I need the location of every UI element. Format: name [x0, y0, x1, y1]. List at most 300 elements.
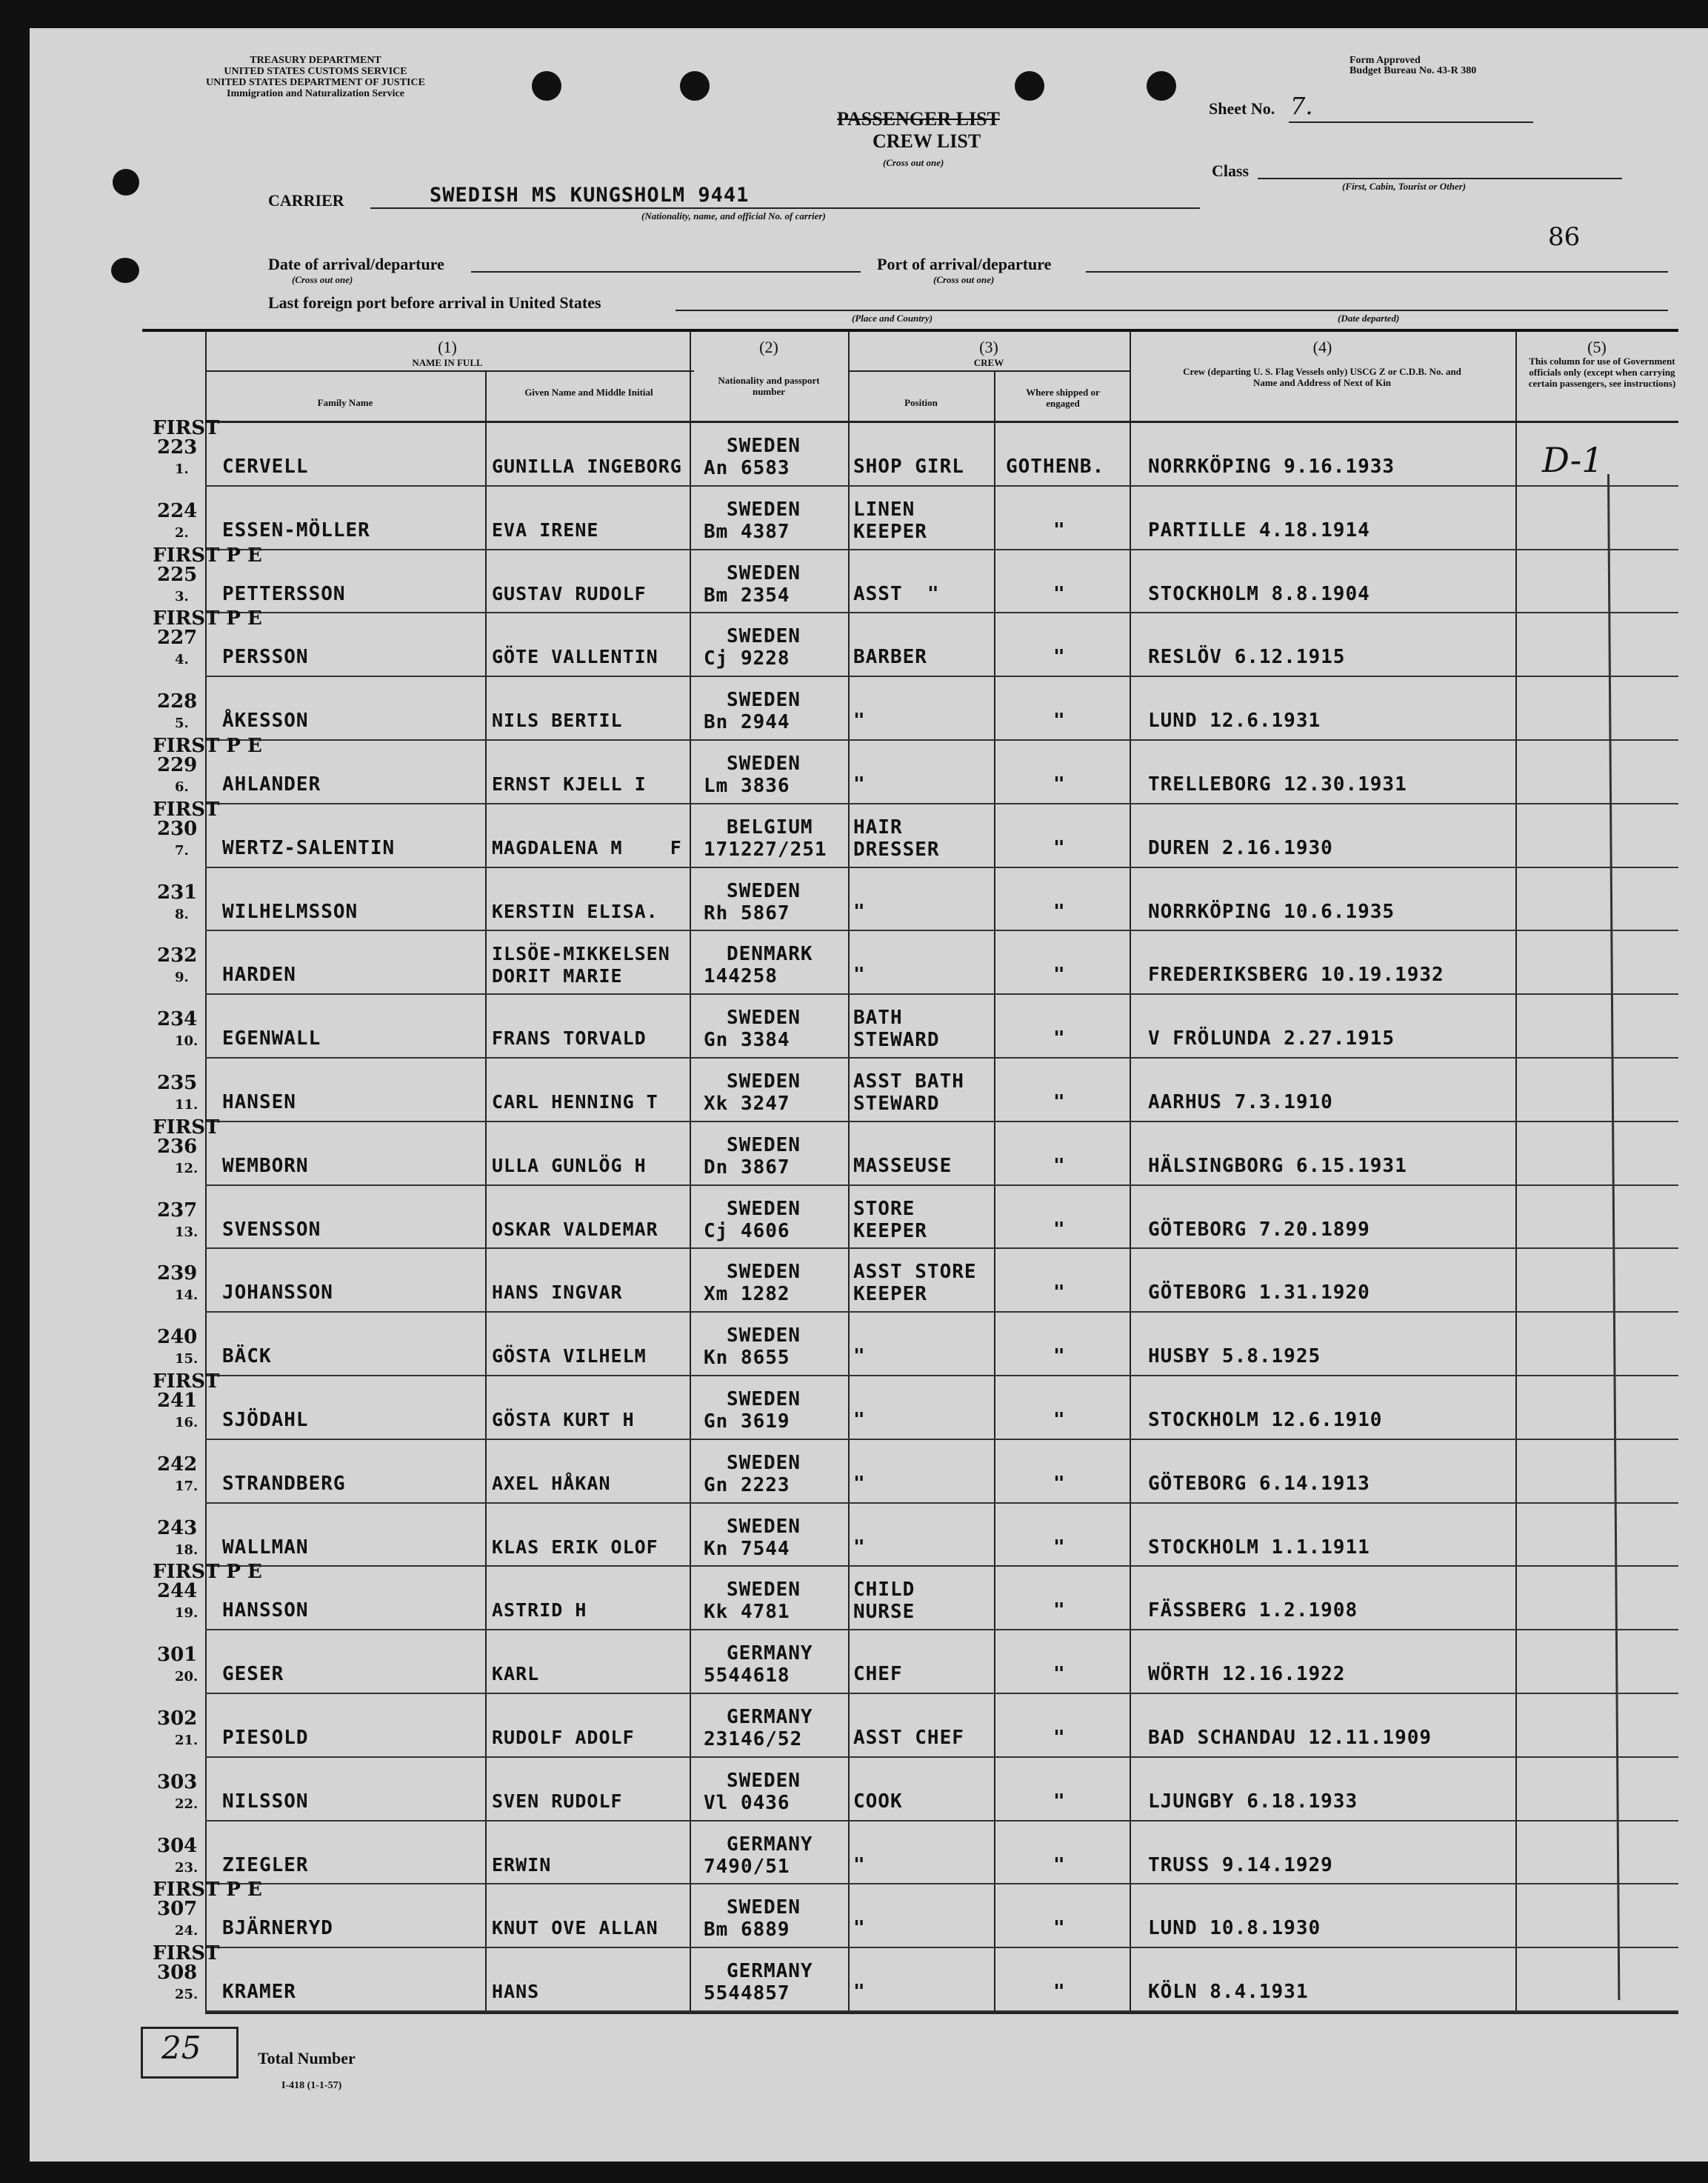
family-name: ÅKESSON [222, 710, 309, 733]
family-name: KRAMER [222, 1981, 296, 2004]
crew-seq-number: 235 [157, 1072, 198, 1094]
passport-number: An 6583 [704, 457, 790, 479]
row-divider [205, 1693, 1678, 1694]
line-number: 16. [175, 1415, 199, 1430]
row-divider [205, 1883, 1678, 1884]
row-divider [205, 549, 1678, 550]
crew-position: BARBER [853, 646, 927, 669]
crew-position: " [853, 710, 866, 733]
given-name: GUSTAV RUDOLF [492, 582, 647, 604]
passport-number: Vl 0436 [704, 1791, 790, 1814]
class-label: Class [1212, 161, 1250, 180]
next-of-kin: AARHUS 7.3.1910 [1148, 1091, 1333, 1113]
given-name: KERSTIN ELISA. [492, 900, 658, 922]
line-number: 19. [175, 1605, 199, 1622]
col2-title: Nationality and passport number [718, 375, 820, 397]
given-name: ASTRID H [492, 1599, 587, 1622]
next-of-kin: STOCKHOLM 8.8.1904 [1148, 582, 1370, 605]
nationality: SWEDEN [727, 1070, 801, 1093]
family-name: PERSSON [222, 646, 309, 669]
shipped-engaged: " [1053, 1727, 1066, 1749]
crew-seq-number: 230 [157, 817, 198, 840]
shipped-engaged: " [1053, 646, 1066, 669]
given-name: FRANS TORVALD [492, 1027, 647, 1050]
nationality: GERMANY [727, 1706, 813, 1728]
family-name: BÄCK [222, 1345, 272, 1368]
nationality: SWEDEN [727, 1515, 801, 1538]
nationality: SWEDEN [727, 1133, 801, 1156]
line-number: 17. [175, 1478, 199, 1494]
row-divider [205, 1756, 1678, 1758]
sheet-number: 7. [1290, 92, 1313, 120]
crew-seq-number: 229 [157, 754, 198, 776]
shipped-engaged: " [1053, 1599, 1066, 1622]
agency-line: UNITED STATES CUSTOMS SERVICE [224, 66, 407, 77]
next-of-kin: STOCKHOLM 12.6.1910 [1148, 1409, 1383, 1431]
col5-number: (5) [1587, 338, 1607, 356]
crew-status: FIRST [153, 1370, 220, 1393]
place-caption: (Place and Country) [852, 313, 933, 324]
family-name: PETTERSSON [222, 582, 346, 605]
crew-seq-number: 234 [157, 1008, 198, 1031]
last-port-label: Last foreign port before arrival in United States [268, 293, 601, 312]
family-name: HARDEN [222, 964, 296, 987]
next-of-kin: BAD SCHANDAU 12.11.1909 [1148, 1727, 1432, 1749]
passport-number: Kn 8655 [704, 1347, 790, 1370]
punch-hole [113, 169, 139, 196]
given-name: EVA IRENE [492, 519, 599, 541]
given-name: KLAS ERIK OLOF [492, 1536, 658, 1558]
family-name: WEMBORN [222, 1154, 309, 1177]
shipped-engaged: " [1053, 582, 1066, 605]
crew-position: BATH STEWARD [853, 1007, 940, 1052]
row-divider [205, 1565, 1678, 1567]
shipped-engaged: " [1053, 1472, 1066, 1495]
col4-number: (4) [1312, 338, 1332, 356]
next-of-kin: FÄSSBERG 1.2.1908 [1148, 1599, 1358, 1622]
crew-position: " [853, 1472, 866, 1495]
shipped-engaged: " [1053, 1409, 1066, 1431]
next-of-kin: NORRKÖPING 10.6.1935 [1148, 900, 1395, 923]
crew-seq-number: 227 [157, 627, 198, 650]
crew-seq-number: 236 [157, 1135, 198, 1158]
passport-number: Bn 2944 [704, 711, 790, 734]
given-name: HANS [492, 1981, 540, 2003]
crew-seq-number: 224 [157, 499, 198, 522]
passport-number: Gn 3619 [704, 1410, 790, 1433]
nationality: SWEDEN [727, 1579, 801, 1602]
given-name: SVEN RUDOLF [492, 1790, 623, 1812]
shipped-engaged: " [1053, 1091, 1066, 1113]
crew-position: CHILD NURSE [853, 1579, 915, 1624]
crew-position: COOK [853, 1790, 903, 1813]
crew-seq-number: 240 [157, 1326, 198, 1349]
family-name: BJÄRNERYD [222, 1917, 333, 1940]
col5-title: This column for use of Government officials only (except when carrying certain passengers, see instructions) [1528, 356, 1676, 389]
title-struck: PASSENGER LIST [837, 108, 1000, 130]
budget-bureau: Budget Bureau No. 43-R 380 [1350, 65, 1477, 76]
crew-position: " [853, 1981, 866, 2004]
family-name: HANSEN [222, 1091, 296, 1113]
col1-title: NAME IN FULL [412, 357, 483, 368]
next-of-kin: RESLÖV 6.12.1915 [1148, 646, 1346, 669]
nationality: SWEDEN [727, 625, 801, 648]
date-caption: (Cross out one) [292, 274, 353, 285]
shipped-engaged: " [1053, 1027, 1066, 1050]
col3-position-header: Position [904, 397, 938, 408]
passport-number: Gn 3384 [704, 1029, 790, 1052]
given-name: NILS BERTIL [492, 710, 623, 732]
crew-seq-number: 228 [157, 690, 198, 713]
row-divider [205, 993, 1678, 995]
line-number: 2. [175, 524, 189, 541]
agency-line: UNITED STATES DEPARTMENT OF JUSTICE [206, 77, 425, 88]
nationality: SWEDEN [727, 1769, 801, 1792]
punch-hole [532, 71, 561, 101]
crew-seq-number: 302 [157, 1707, 198, 1730]
row-divider [205, 1502, 1678, 1504]
line-number: 24. [175, 1923, 199, 1939]
line-number: 1. [175, 461, 189, 477]
family-name: ESSEN-MÖLLER [222, 519, 370, 541]
passport-number: Kn 7544 [704, 1537, 790, 1560]
nationality: SWEDEN [727, 435, 801, 457]
line-number: 6. [175, 779, 189, 795]
next-of-kin: FREDERIKSBERG 10.19.1932 [1148, 964, 1444, 987]
nationality: GERMANY [727, 1642, 813, 1665]
crew-position: " [853, 1917, 866, 1940]
next-of-kin: HÄLSINGBORG 6.15.1931 [1148, 1154, 1407, 1177]
next-of-kin: TRUSS 9.14.1929 [1148, 1853, 1333, 1876]
crew-seq-number: 232 [157, 944, 198, 967]
col4-title: Crew (departing U. S. Flag Vessels only) USCG Z or C.D.B. No. and Name and Address of Next of Kin [1183, 366, 1461, 388]
shipped-engaged: " [1053, 1282, 1066, 1304]
passport-number: Bm 4387 [704, 520, 790, 543]
nationality: DENMARK [727, 943, 813, 966]
given-name: CARL HENNING T [492, 1091, 658, 1113]
nationality: SWEDEN [727, 1007, 801, 1030]
crew-seq-number: 304 [157, 1834, 198, 1857]
col1-family-header: Family Name [317, 397, 373, 408]
crew-position: LINEN KEEPER [853, 498, 927, 543]
crew-seq-number: 307 [157, 1898, 198, 1921]
passport-number: Cj 4606 [704, 1219, 790, 1242]
crew-position: ASST CHEF [853, 1727, 964, 1749]
nationality: SWEDEN [727, 1197, 801, 1220]
family-name: SVENSSON [222, 1218, 321, 1241]
row-divider [205, 1820, 1678, 1822]
line-number: 21. [175, 1733, 199, 1748]
form-approved: Form Approved [1350, 55, 1421, 66]
crew-position: " [853, 900, 866, 923]
shipped-engaged: " [1053, 1917, 1066, 1940]
given-name: ERNST KJELL I [492, 773, 647, 795]
crew-status: FIRST [153, 417, 220, 439]
family-name: CERVELL [222, 456, 309, 478]
side-mark: D-1 [1542, 440, 1604, 480]
shipped-engaged: GOTHENB. [1006, 456, 1105, 478]
shipped-engaged: " [1053, 773, 1066, 796]
crew-position: " [853, 1853, 866, 1876]
shipped-engaged: " [1053, 1536, 1066, 1559]
nationality: SWEDEN [727, 498, 801, 521]
given-name: GÖSTA KURT H [492, 1409, 635, 1430]
crew-seq-number: 231 [157, 881, 198, 904]
crew-seq-number: 308 [157, 1962, 198, 1984]
crew-status: FIRST P E [153, 1879, 262, 1902]
port-label: Port of arrival/departure [877, 255, 1052, 273]
family-name: WERTZ-SALENTIN [222, 836, 396, 859]
passport-number: Xk 3247 [704, 1093, 790, 1115]
given-name: OSKAR VALDEMAR [492, 1218, 658, 1240]
crew-status: FIRST [153, 1942, 220, 1965]
col1-number: (1) [438, 338, 457, 356]
passport-number: Dn 3867 [704, 1156, 790, 1179]
line-number: 5. [175, 716, 189, 732]
passport-number: Rh 5867 [704, 901, 790, 924]
nationality: SWEDEN [727, 1261, 801, 1284]
crew-position: STORE KEEPER [853, 1197, 927, 1242]
crew-status: FIRST P E [153, 735, 262, 757]
total-value: 25 [161, 2030, 201, 2066]
shipped-engaged: " [1053, 1790, 1066, 1813]
given-name: GÖSTA VILHELM [492, 1345, 647, 1367]
crew-seq-number: 239 [157, 1262, 198, 1285]
crew-position: ASST BATH STEWARD [853, 1070, 964, 1115]
shipped-engaged: " [1053, 964, 1066, 987]
crew-position: SHOP GIRL [853, 456, 964, 478]
port-caption: (Cross out one) [933, 274, 995, 285]
passport-number: Xm 1282 [704, 1283, 790, 1306]
given-name: HANS INGVAR [492, 1282, 623, 1304]
row-divider [205, 1184, 1678, 1186]
crew-seq-number: 301 [157, 1644, 198, 1667]
passport-number: 144258 [704, 965, 778, 988]
family-name: SJÖDAHL [222, 1409, 309, 1431]
given-name: AXEL HÅKAN [492, 1472, 611, 1494]
next-of-kin: V FRÖLUNDA 2.27.1915 [1148, 1027, 1395, 1050]
row-divider [205, 1375, 1678, 1376]
row-divider [205, 1247, 1678, 1249]
agency-line: Immigration and Naturalization Service [227, 88, 404, 99]
given-name: GUNILLA INGEBORG [492, 456, 682, 477]
shipped-engaged: " [1053, 1853, 1066, 1876]
crew-seq-number: 223 [157, 436, 198, 459]
crew-status: FIRST P E [153, 1561, 262, 1584]
nationality: SWEDEN [727, 1451, 801, 1474]
carrier-caption: (Nationality, name, and official No. of carrier) [641, 210, 826, 221]
agency-line: TREASURY DEPARTMENT [250, 55, 381, 66]
form-number: I-418 (1-1-57) [281, 2080, 342, 2091]
crew-position: " [853, 964, 866, 987]
line-number: 12. [175, 1160, 199, 1176]
passport-number: 171227/251 [704, 838, 827, 861]
family-name: WALLMAN [222, 1536, 309, 1559]
next-of-kin: LJUNGBY 6.18.1933 [1148, 1790, 1358, 1813]
crew-seq-number: 237 [157, 1199, 198, 1222]
nationality: SWEDEN [727, 689, 801, 712]
passport-number: 5544618 [704, 1664, 790, 1687]
page-title: CREW LIST [873, 130, 981, 152]
col1-given-header: Given Name and Middle Initial [524, 387, 653, 398]
line-number: 10. [175, 1033, 199, 1050]
date-departed-caption: (Date departed) [1338, 313, 1400, 324]
nationality: SWEDEN [727, 1324, 801, 1347]
crew-status: FIRST [153, 1116, 220, 1139]
family-name: GESER [222, 1663, 284, 1686]
table-top-border [142, 329, 1678, 332]
family-name: HANSSON [222, 1599, 309, 1622]
row-divider [205, 676, 1678, 677]
given-name: GÖTE VALLENTIN [492, 646, 658, 668]
line-number: 18. [175, 1542, 199, 1558]
crew-position: HAIR DRESSER [853, 816, 940, 861]
crew-seq-number: 243 [157, 1516, 198, 1539]
next-of-kin: WÖRTH 12.16.1922 [1148, 1663, 1346, 1686]
nationality: SWEDEN [727, 1896, 801, 1919]
next-of-kin: STOCKHOLM 1.1.1911 [1148, 1536, 1370, 1559]
next-of-kin: DUREN 2.16.1930 [1148, 836, 1333, 859]
line-number: 14. [175, 1287, 199, 1304]
line-number: 22. [175, 1796, 199, 1812]
family-name: EGENWALL [222, 1027, 321, 1050]
row-divider [205, 1057, 1678, 1059]
shipped-engaged: " [1053, 1663, 1066, 1686]
crew-seq-number: 242 [157, 1453, 198, 1476]
row-divider [205, 1947, 1678, 1948]
crew-status: FIRST P E [153, 607, 262, 630]
nationality: SWEDEN [727, 1388, 801, 1410]
shipped-engaged: " [1053, 1345, 1066, 1368]
class-caption: (First, Cabin, Tourist or Other) [1342, 181, 1467, 192]
passport-number: Lm 3836 [704, 775, 790, 797]
line-number: 15. [175, 1351, 199, 1367]
row-divider [205, 1311, 1678, 1313]
crew-seq-number: 244 [157, 1580, 198, 1603]
col3-title: CREW [973, 357, 1004, 368]
nationality: GERMANY [727, 1833, 813, 1856]
row-divider [205, 485, 1678, 487]
crew-status: FIRST [153, 798, 220, 821]
line-number: 9. [175, 970, 189, 986]
sheet-label: Sheet No. [1209, 99, 1275, 118]
passport-number: Cj 9228 [704, 647, 790, 670]
next-of-kin: HUSBY 5.8.1925 [1148, 1345, 1321, 1368]
line-number: 23. [175, 1859, 199, 1876]
family-name: PIESOLD [222, 1727, 309, 1749]
line-number: 11. [175, 1097, 199, 1113]
family-name: JOHANSSON [222, 1282, 333, 1304]
crew-position: " [853, 1409, 866, 1431]
crew-seq-number: 225 [157, 563, 198, 586]
passport-number: Kk 4781 [704, 1601, 790, 1624]
title-caption: (Cross out one) [883, 157, 944, 168]
crew-position: MASSEUSE [853, 1154, 953, 1177]
next-of-kin: GÖTEBORG 7.20.1899 [1148, 1218, 1370, 1241]
crew-position: " [853, 1345, 866, 1368]
date-label: Date of arrival/departure [268, 255, 444, 273]
next-of-kin: KÖLN 8.4.1931 [1148, 1981, 1309, 2004]
shipped-engaged: " [1053, 710, 1066, 733]
passport-number: Bm 2354 [704, 584, 790, 607]
line-number: 3. [175, 588, 189, 604]
line-number: 25. [175, 1987, 199, 2003]
passport-number: 7490/51 [704, 1855, 790, 1878]
next-of-kin: GÖTEBORG 1.31.1920 [1148, 1282, 1370, 1304]
row-divider [205, 1629, 1678, 1630]
crew-seq-number: 303 [157, 1770, 198, 1793]
given-name: MAGDALENA M F [492, 836, 682, 859]
crew-seq-number: 241 [157, 1390, 198, 1412]
given-name: ERWIN [492, 1853, 552, 1876]
punch-hole [1015, 71, 1044, 101]
punch-hole [1147, 71, 1176, 101]
next-of-kin: TRELLEBORG 12.30.1931 [1148, 773, 1407, 796]
next-of-kin: NORRKÖPING 9.16.1933 [1148, 456, 1395, 478]
page-number: 86 [1548, 222, 1581, 252]
given-name: ULLA GUNLÖG H [492, 1154, 647, 1176]
family-name: STRANDBERG [222, 1472, 346, 1495]
crew-position: " [853, 773, 866, 796]
row-divider [205, 612, 1678, 613]
passport-number: Bm 6889 [704, 1919, 790, 1942]
given-name: KARL [492, 1663, 540, 1685]
row-divider [205, 1121, 1678, 1122]
passport-number: Gn 2223 [704, 1473, 790, 1496]
next-of-kin: PARTILLE 4.18.1914 [1148, 519, 1370, 541]
crew-position: ASST STORE KEEPER [853, 1261, 977, 1306]
col2-number: (2) [759, 338, 778, 356]
crew-status: FIRST P E [153, 544, 262, 567]
crew-position: " [853, 1536, 866, 1559]
shipped-engaged: " [1053, 1981, 1066, 2004]
given-name: KNUT OVE ALLAN [492, 1917, 658, 1939]
crew-position: ASST " [853, 582, 940, 605]
line-number: 13. [175, 1224, 199, 1240]
family-name: WILHELMSSON [222, 900, 358, 923]
row-divider [205, 2010, 1678, 2012]
line-number: 20. [175, 1669, 199, 1685]
punch-hole [111, 258, 139, 283]
col3-number: (3) [979, 338, 998, 356]
given-name: RUDOLF ADOLF [492, 1727, 635, 1748]
line-number: 8. [175, 906, 189, 922]
shipped-engaged: " [1053, 1154, 1066, 1177]
passport-number: 5544857 [704, 1982, 790, 2005]
crew-position: CHEF [853, 1663, 903, 1686]
row-divider [205, 1439, 1678, 1440]
next-of-kin: GÖTEBORG 6.14.1913 [1148, 1472, 1370, 1495]
given-name: ILSÖE-MIKKELSEN DORIT MARIE [492, 943, 670, 987]
nationality: SWEDEN [727, 561, 801, 584]
row-divider [205, 930, 1678, 931]
next-of-kin: LUND 12.6.1931 [1148, 710, 1321, 733]
line-number: 7. [175, 842, 189, 859]
family-name: NILSSON [222, 1790, 309, 1813]
nationality: SWEDEN [727, 753, 801, 775]
passport-number: 23146/52 [704, 1728, 803, 1750]
row-divider [205, 803, 1678, 804]
shipped-engaged: " [1053, 519, 1066, 541]
family-name: ZIEGLER [222, 1853, 309, 1876]
next-of-kin: LUND 10.8.1930 [1148, 1917, 1321, 1940]
carrier-label: CARRIER [268, 191, 344, 210]
nationality: GERMANY [727, 1960, 813, 1983]
line-number: 4. [175, 652, 189, 668]
col3-shipped-header: Where shipped or engaged [1026, 387, 1100, 409]
family-name: AHLANDER [222, 773, 321, 796]
shipped-engaged: " [1053, 1218, 1066, 1241]
